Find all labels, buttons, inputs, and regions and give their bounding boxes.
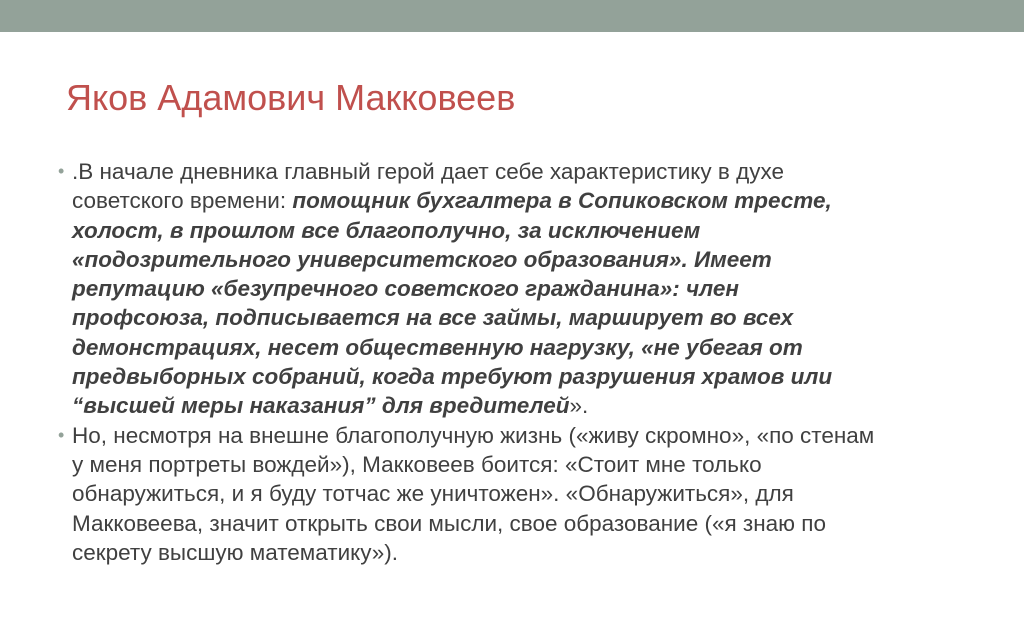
bullet-1-line-1: .В начале дневника главный герой дает себе характеристику в духе [72, 159, 784, 184]
bullet-1-line-2: советского времени: помощник бухгалтера в Сопиковском тресте, [72, 188, 832, 214]
slide-body [58, 157, 958, 567]
bullet-2-line-4: Макковеева, значит открыть свои мысли, свое образование («я знаю по [72, 510, 826, 536]
bullet-1-line-9: “высшей меры наказания” для вредителей». [72, 393, 589, 419]
bullet-2-line-5: секрету высшую математику»). [72, 539, 399, 565]
bullet-item-2 [58, 421, 958, 567]
bullet-1-line-6: профсоюза, подписывается на все займы, марширует во всех [72, 305, 794, 331]
bullet-icon: • [58, 161, 65, 181]
bullet-2-line-2: у меня портреты вождей»), Макковеев боится: «Стоит мне только [72, 451, 762, 477]
bullet-2-line-1: Но, несмотря на внешне благополучную жизнь («живу скромно», «по стенам [72, 422, 875, 448]
bullet-1-line-4: «подозрительного университетского образования». Имеет [72, 246, 772, 272]
top-accent-band [0, 0, 1024, 32]
bullet-item-1 [58, 157, 958, 421]
bullet-1-line-8: предвыборных собраний, когда требуют разрушения храмов или [72, 364, 833, 390]
bullet-1-line-5: репутацию «безупречного советского гражданина»: член [72, 276, 739, 302]
bullet-2-line-3: обнаружиться, и я буду тотчас же уничтожен». «Обнаружиться», для [72, 481, 794, 507]
bullet-icon: • [58, 424, 65, 445]
bullet-1-line-3: холост, в прошлом все благополучно, за исключением [72, 217, 701, 243]
bullet-1-line-7: демонстрациях, несет общественную нагрузку, «не убегая от [72, 334, 803, 360]
slide-title: Яков Адамович Макковеев [66, 77, 516, 118]
